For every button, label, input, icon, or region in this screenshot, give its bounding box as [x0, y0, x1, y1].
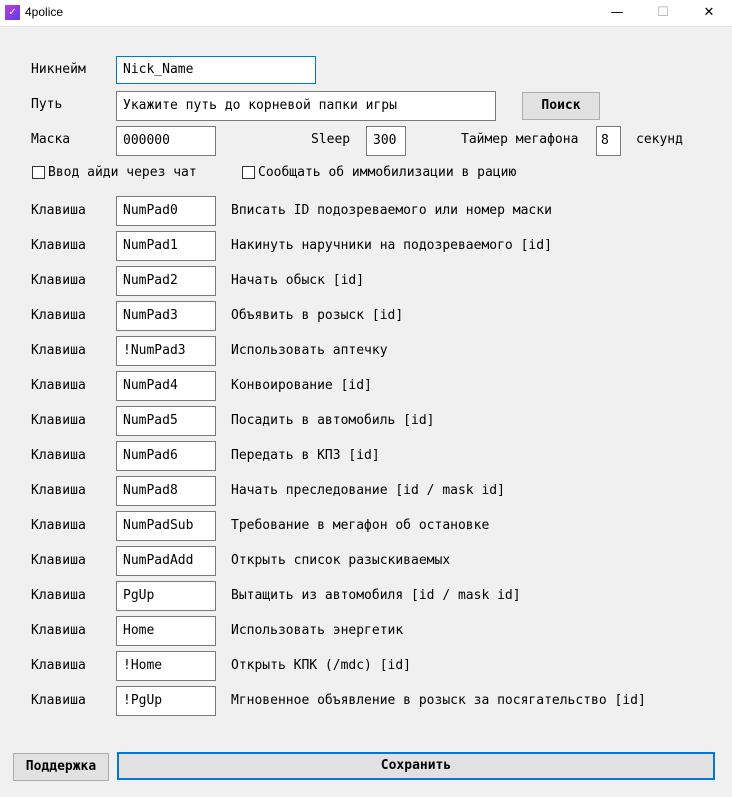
keybind-input[interactable]: !NumPad3: [116, 336, 216, 366]
keybind-label: Клавиша: [31, 623, 86, 638]
keybind-input[interactable]: NumPadSub: [116, 511, 216, 541]
keybind-row: [0, 441, 732, 471]
keybind-row: [0, 476, 732, 506]
keybind-row: [0, 616, 732, 646]
keybind-action: Открыть список разыскиваемых: [231, 553, 451, 568]
keybind-action: Требование в мегафон об остановке: [231, 518, 490, 533]
keybind-row: [0, 546, 732, 576]
keybind-input[interactable]: !PgUp: [116, 686, 216, 716]
keybind-row: [0, 651, 732, 681]
minimize-icon[interactable]: —: [610, 5, 624, 20]
app-icon: ✓: [5, 5, 20, 20]
keybind-label: Клавиша: [31, 378, 86, 393]
keybind-input[interactable]: NumPad3: [116, 301, 216, 331]
keybind-action: Накинуть наручники на подозреваемого [id]: [231, 238, 552, 253]
keybind-input[interactable]: NumPad1: [116, 231, 216, 261]
nickname-input[interactable]: Nick_Name: [116, 56, 316, 84]
keybind-row: [0, 266, 732, 296]
close-icon[interactable]: ✕: [703, 5, 715, 20]
path-label: Путь: [31, 97, 63, 112]
keybind-action: Вписать ID подозреваемого или номер маски: [231, 203, 552, 218]
keybind-row: [0, 406, 732, 436]
keybind-input[interactable]: NumPad2: [116, 266, 216, 296]
mask-label: Маска: [31, 132, 71, 147]
id-chat-checkbox[interactable]: [32, 166, 45, 179]
window-title: 4police: [25, 5, 64, 19]
keybind-input[interactable]: NumPadAdd: [116, 546, 216, 576]
keybind-input[interactable]: NumPad4: [116, 371, 216, 401]
keybind-action: Передать в КПЗ [id]: [231, 448, 380, 463]
keybind-label: Клавиша: [31, 693, 86, 708]
sleep-label: Sleep: [311, 132, 351, 147]
megaphone-timer-label: Таймер мегафона: [461, 132, 579, 147]
keybind-row: [0, 336, 732, 366]
keybind-row: [0, 371, 732, 401]
mask-input[interactable]: 000000: [116, 126, 216, 156]
save-button[interactable]: Сохранить: [117, 752, 715, 780]
keybind-label: Клавиша: [31, 588, 86, 603]
keybind-row: [0, 231, 732, 261]
keybind-row: [0, 196, 732, 226]
keybind-action: Посадить в автомобиль [id]: [231, 413, 435, 428]
keybind-input[interactable]: NumPad5: [116, 406, 216, 436]
maximize-icon[interactable]: ☐: [657, 5, 669, 20]
id-chat-checkbox-label[interactable]: Ввод айди через чат: [48, 165, 197, 180]
keybind-action: Начать обыск [id]: [231, 273, 365, 288]
support-button[interactable]: Поддержка: [13, 753, 109, 781]
keybind-action: Объявить в розыск [id]: [231, 308, 404, 323]
megaphone-timer-input[interactable]: 8: [596, 126, 621, 156]
keybind-input[interactable]: PgUp: [116, 581, 216, 611]
keybind-label: Клавиша: [31, 518, 86, 533]
keybind-action: Открыть КПК (/mdc) [id]: [231, 658, 412, 673]
keybind-label: Клавиша: [31, 273, 86, 288]
keybind-label: Клавиша: [31, 448, 86, 463]
keybind-label: Клавиша: [31, 203, 86, 218]
keybind-input[interactable]: NumPad8: [116, 476, 216, 506]
keybind-label: Клавиша: [31, 238, 86, 253]
keybind-label: Клавиша: [31, 413, 86, 428]
keybind-row: [0, 511, 732, 541]
keybind-label: Клавиша: [31, 343, 86, 358]
seconds-label: секунд: [636, 132, 683, 147]
keybind-input[interactable]: NumPad6: [116, 441, 216, 471]
immobilize-checkbox-label[interactable]: Сообщать об иммобилизации в рацию: [258, 165, 517, 180]
keybind-action: Вытащить из автомобиля [id / mask id]: [231, 588, 521, 603]
nickname-label: Никнейм: [31, 62, 86, 77]
title-bar: [0, 0, 732, 27]
keybind-action: Начать преследование [id / mask id]: [231, 483, 505, 498]
keybind-row: [0, 301, 732, 331]
keybind-input[interactable]: !Home: [116, 651, 216, 681]
keybind-action: Использовать энергетик: [231, 623, 404, 638]
keybind-row: [0, 581, 732, 611]
keybind-action: Мгновенное объявление в розыск за посягательство [id]: [231, 693, 646, 708]
keybind-label: Клавиша: [31, 483, 86, 498]
keybind-label: Клавиша: [31, 553, 86, 568]
path-input[interactable]: Укажите путь до корневой папки игры: [116, 91, 496, 121]
immobilize-checkbox[interactable]: [242, 166, 255, 179]
sleep-input[interactable]: 300: [366, 126, 406, 156]
keybind-row: [0, 686, 732, 716]
keybind-label: Клавиша: [31, 658, 86, 673]
keybind-input[interactable]: Home: [116, 616, 216, 646]
keybind-input[interactable]: NumPad0: [116, 196, 216, 226]
keybind-action: Конвоирование [id]: [231, 378, 372, 393]
keybind-action: Использовать аптечку: [231, 343, 388, 358]
search-button[interactable]: Поиск: [522, 92, 600, 120]
keybind-label: Клавиша: [31, 308, 86, 323]
